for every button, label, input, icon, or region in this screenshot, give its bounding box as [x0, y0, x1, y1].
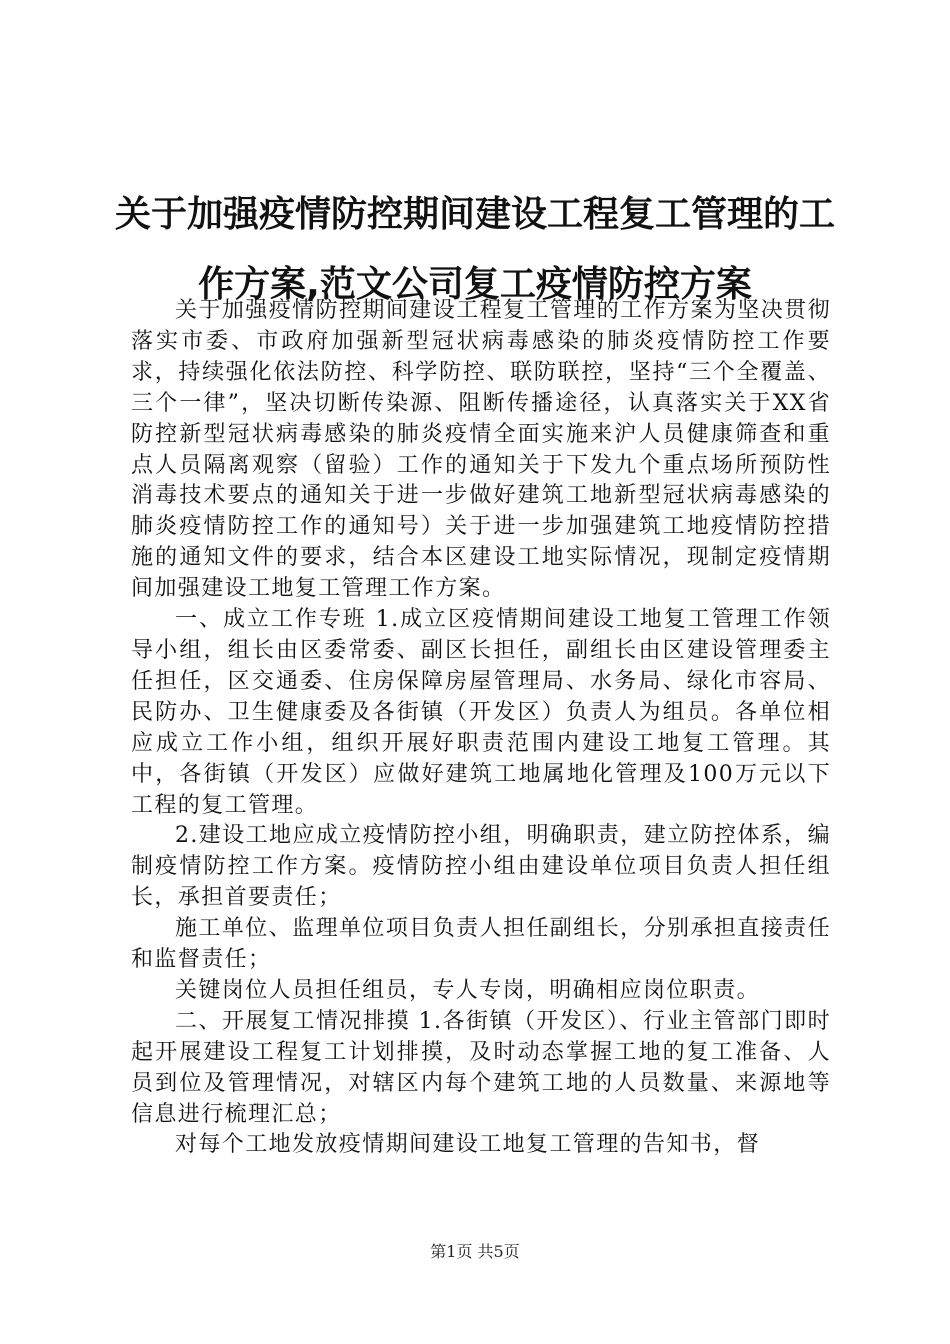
paragraph: 对每个工地发放疫情期间建设工地复工管理的告知书，督: [175, 1132, 761, 1158]
paragraph: 二、开展复工情况排摸 1.各街镇（开发区）、行业主管部门即时起开展建设工程复工计划排摸，及时动态掌握工地的复工准备、人员到位及管理情况，对辖区内每个建筑工地的人员数量、来源地等信息进行梳理汇总；: [131, 1008, 831, 1127]
paragraph: 关于加强疫情防控期间建设工程复工管理的工作方案为坚决贯彻落实市委、市政府加强新型冠状病毒感染的肺炎疫情防控工作要求，持续强化依法防控、科学防控、联防联控，坚持“三个全覆盖、三个一律”，坚决切断传染源、阻断传播途径，认真落实关于XX省防控新型冠状病毒感染的肺炎疫情全面实施来沪人员健康筛查和重点人员隔离观察（留验）工作的通知关于下发九个重点场所预防性消毒技术要点的通知关于进一步做好建筑工地新型冠状病毒感染的肺炎疫情防控工作的通知号）关于进一步加强建筑工地疫情防控措施的通知文件的要求，结合本区建设工地实际情况，现制定疫情期间加强建设工地复工管理工作方案。: [131, 298, 831, 602]
document-body: [131, 296, 831, 1161]
paragraph: 施工单位、监理单位项目负责人担任副组长，分别承担直接责任和监督责任；: [131, 916, 831, 973]
paragraph: 关键岗位人员担任组员，专人专岗，明确相应岗位职责。: [175, 977, 761, 1003]
paragraph: 一、成立工作专班 1.成立区疫情期间建设工地复工管理工作领导小组，组长由区委常委、副区长担任，副组长由区建设管理委主任担任，区交通委、住房保障房屋管理局、水务局、绿化市容局、民防办、卫生健康委及各街镇（开发区）负责人为组员。各单位相应成立工作小组，组织开展好职责范围内建设工地复工管理。其中，各街镇（开发区）应做好建筑工地属地化管理及100万元以下工程的复工管理。: [131, 607, 831, 818]
document-title: 关于加强疫情防控期间建设工程复工管理的工作方案,范文公司复工疫情防控方案: [114, 194, 835, 305]
paragraph: 2.建设工地应成立疫情防控小组，明确职责，建立防控体系，编制疫情防控工作方案。疫情防控小组由建设单位项目负责人担任组长，承担首要责任；: [131, 823, 831, 911]
page-footer: 第1页 共5页: [430, 1242, 520, 1261]
